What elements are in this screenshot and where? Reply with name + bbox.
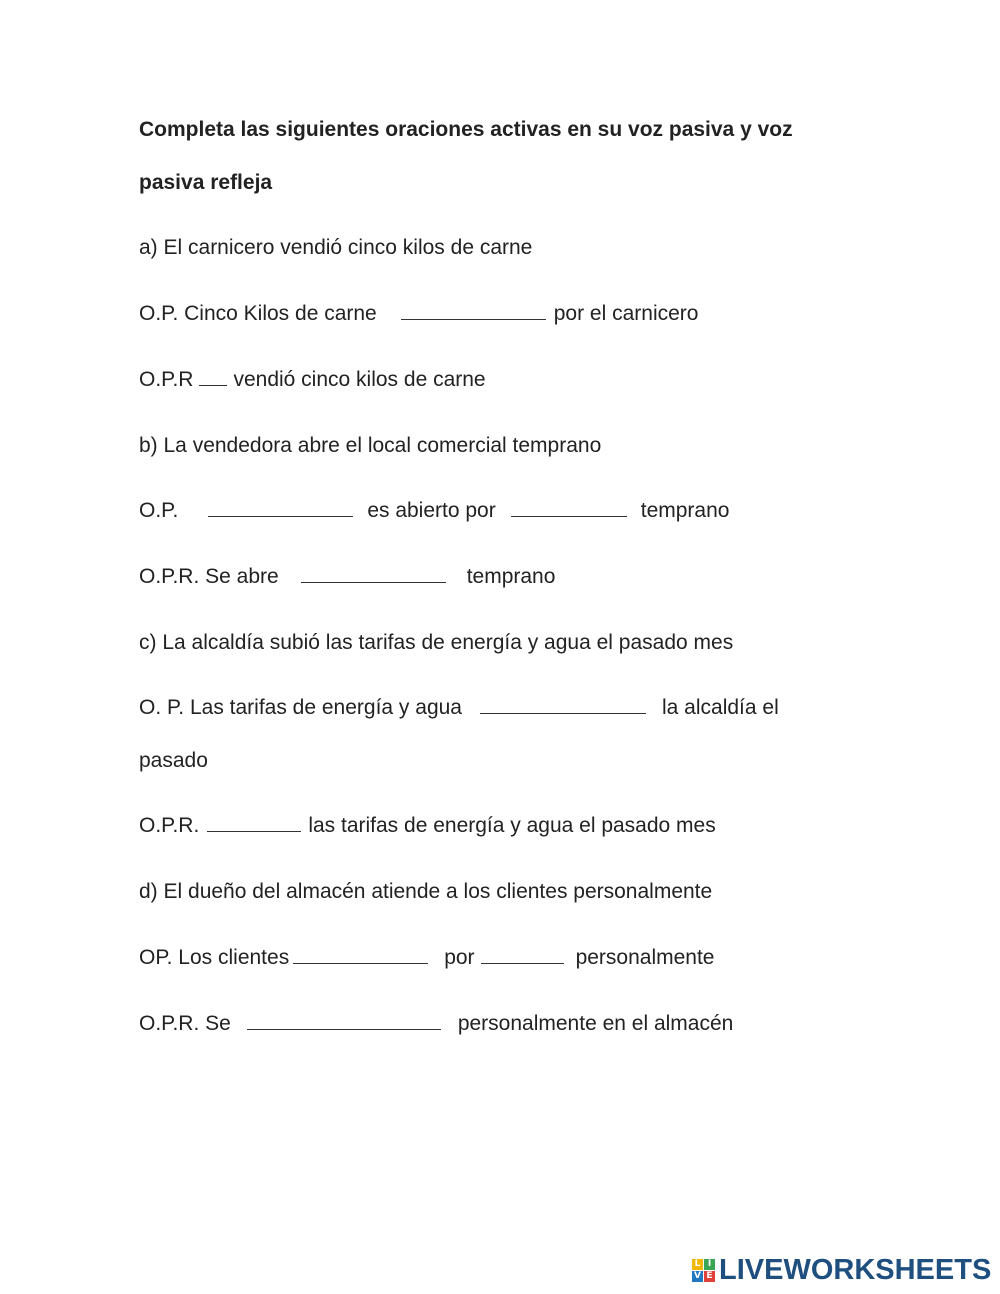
opr-a-row bbox=[139, 368, 486, 392]
blank-d-op-2[interactable] bbox=[481, 947, 564, 964]
logo-mark-v: V bbox=[692, 1271, 703, 1282]
prompt-c: c) La alcaldía subió las tarifas de energía y agua el pasado mes bbox=[139, 631, 734, 654]
blank-b-opr[interactable] bbox=[301, 566, 446, 583]
op-a-end: por el carnicero bbox=[553, 302, 699, 325]
op-a-row bbox=[139, 302, 698, 326]
opr-a-start: O.P.R bbox=[139, 368, 194, 391]
opr-c-start: O.P.R. bbox=[139, 814, 200, 837]
prompt-a: a) El carnicero vendió cinco kilos de carne bbox=[139, 236, 533, 259]
blank-d-opr[interactable] bbox=[247, 1013, 441, 1030]
op-c-row bbox=[139, 696, 779, 720]
opr-c-end: las tarifas de energía y agua el pasado mes bbox=[308, 814, 716, 837]
title-line-1: Completa las siguientes oraciones activas en su voz pasiva y voz bbox=[139, 118, 793, 141]
op-d-start: OP. Los clientes bbox=[139, 946, 290, 969]
op-a-start: O.P. Cinco Kilos de carne bbox=[139, 302, 377, 325]
blank-c-opr[interactable] bbox=[207, 815, 301, 832]
prompt-d: d) El dueño del almacén atiende a los clientes personalmente bbox=[139, 880, 713, 903]
blank-b-op-2[interactable] bbox=[511, 500, 627, 517]
opr-b-start: O.P.R. Se abre bbox=[139, 565, 279, 588]
logo-mark-i: I bbox=[704, 1259, 715, 1270]
opr-a-end: vendió cinco kilos de carne bbox=[233, 368, 486, 391]
prompt-b: b) La vendedora abre el local comercial temprano bbox=[139, 434, 602, 457]
logo-text: LIVEWORKSHEETS bbox=[719, 1254, 992, 1286]
op-c-end: la alcaldía el bbox=[662, 696, 779, 719]
opr-c-row bbox=[139, 814, 716, 838]
logo-mark-e: E bbox=[704, 1271, 715, 1282]
op-d-end: personalmente bbox=[575, 946, 715, 969]
blank-a-opr[interactable] bbox=[199, 369, 227, 386]
opr-d-end: personalmente en el almacén bbox=[457, 1012, 734, 1035]
opr-b-row bbox=[139, 565, 555, 589]
liveworksheets-logo[interactable] bbox=[692, 1254, 991, 1286]
op-b-row bbox=[139, 499, 729, 523]
logo-mark-icon bbox=[692, 1259, 715, 1282]
blank-d-op-1[interactable] bbox=[293, 947, 428, 964]
logo-mark-l: L bbox=[692, 1259, 703, 1270]
op-b-mid: es abierto por bbox=[367, 499, 496, 522]
blank-a-op[interactable] bbox=[401, 303, 546, 320]
opr-d-start: O.P.R. Se bbox=[139, 1012, 231, 1035]
op-b-end: temprano bbox=[640, 499, 730, 522]
blank-b-op-1[interactable] bbox=[208, 500, 353, 517]
op-c-cont: pasado bbox=[139, 749, 208, 772]
op-c-start: O. P. Las tarifas de energía y agua bbox=[139, 696, 462, 719]
title-line-2: pasiva refleja bbox=[139, 171, 273, 194]
blank-c-op[interactable] bbox=[480, 697, 646, 714]
opr-d-row bbox=[139, 1012, 733, 1036]
op-d-mid: por bbox=[444, 946, 475, 969]
op-b-start: O.P. bbox=[139, 499, 179, 522]
op-d-row bbox=[139, 946, 714, 970]
opr-b-end: temprano bbox=[466, 565, 556, 588]
